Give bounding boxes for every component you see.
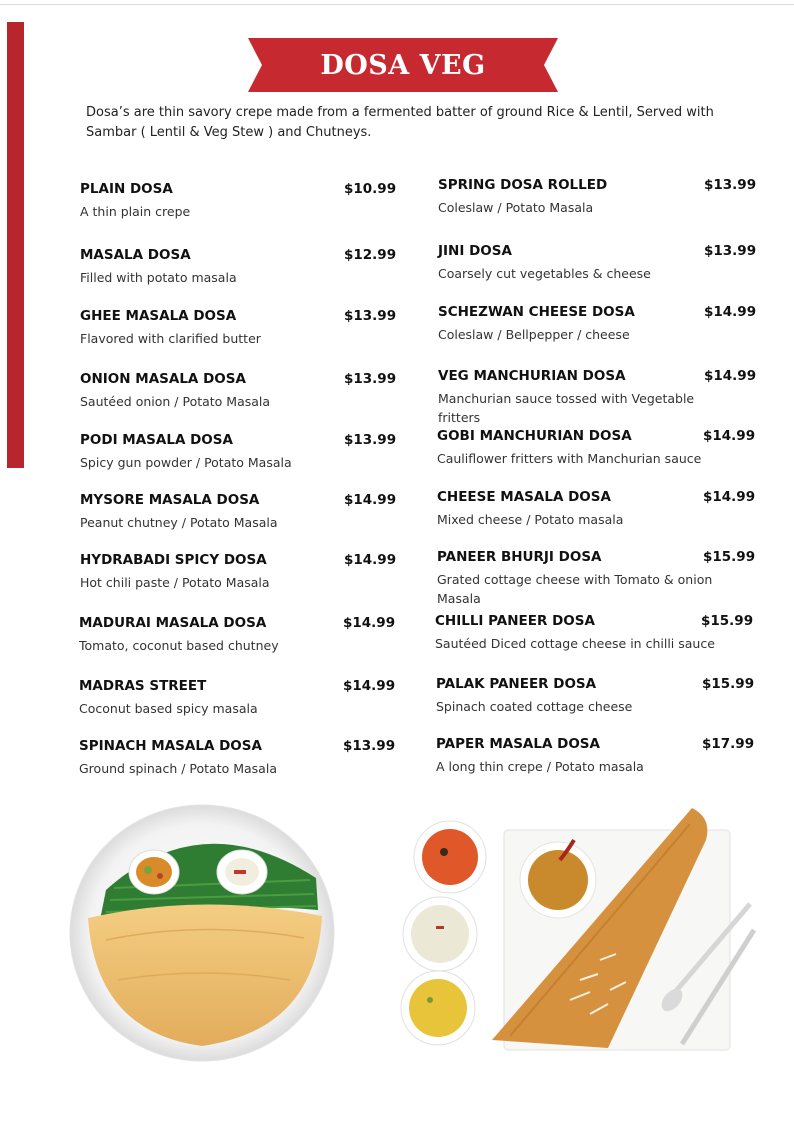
item-name: PANEER BHURJI DOSA bbox=[437, 549, 602, 565]
item-name: MADURAI MASALA DOSA bbox=[79, 615, 267, 631]
item-price: $15.99 bbox=[702, 676, 755, 692]
item-name: PLAIN DOSA bbox=[80, 181, 173, 197]
item-price: $13.99 bbox=[344, 432, 397, 448]
item-name: SPRING DOSA ROLLED bbox=[438, 177, 608, 193]
item-price: $17.99 bbox=[702, 736, 755, 752]
item-description: Peanut chutney / Potato Masala bbox=[80, 515, 278, 530]
item-description: Coconut based spicy masala bbox=[79, 701, 258, 716]
item-price: $14.99 bbox=[343, 678, 396, 694]
item-price: $14.99 bbox=[703, 428, 756, 444]
item-price: $13.99 bbox=[704, 243, 757, 259]
item-name: PAPER MASALA DOSA bbox=[436, 736, 600, 752]
item-description: Mixed cheese / Potato masala bbox=[437, 512, 624, 527]
item-name: MASALA DOSA bbox=[80, 247, 191, 263]
item-price: $15.99 bbox=[701, 613, 754, 629]
item-name: MYSORE MASALA DOSA bbox=[80, 492, 260, 508]
item-name: MADRAS STREET bbox=[79, 678, 207, 694]
item-description: A long thin crepe / Potato masala bbox=[436, 759, 644, 774]
item-description: Spicy gun powder / Potato Masala bbox=[80, 455, 292, 470]
item-description: Grated cottage cheese with Tomato & onion Masala bbox=[437, 572, 713, 606]
item-price: $14.99 bbox=[343, 615, 396, 631]
item-name: VEG MANCHURIAN DOSA bbox=[438, 368, 626, 384]
side-accent-bar bbox=[7, 22, 24, 468]
item-price: $10.99 bbox=[344, 181, 397, 197]
item-name: CHEESE MASALA DOSA bbox=[437, 489, 611, 505]
item-description: Ground spinach / Potato Masala bbox=[79, 761, 277, 776]
item-price: $15.99 bbox=[703, 549, 756, 565]
item-price: $14.99 bbox=[703, 489, 756, 505]
top-divider bbox=[0, 4, 794, 5]
item-description: Coleslaw / Bellpepper / cheese bbox=[438, 327, 630, 342]
item-description: Cauliflower fritters with Manchurian sauce bbox=[437, 451, 702, 466]
item-name: GOBI MANCHURIAN DOSA bbox=[437, 428, 632, 444]
item-name: PODI MASALA DOSA bbox=[80, 432, 233, 448]
item-description: A thin plain crepe bbox=[80, 204, 191, 219]
item-description: Coarsely cut vegetables & cheese bbox=[438, 266, 651, 281]
item-name: HYDRABADI SPICY DOSA bbox=[80, 552, 267, 568]
item-name: GHEE MASALA DOSA bbox=[80, 308, 237, 324]
title-banner bbox=[248, 38, 558, 92]
item-price: $14.99 bbox=[704, 368, 757, 384]
dosa-plate-photo bbox=[66, 800, 338, 1066]
item-description: Sautéed onion / Potato Masala bbox=[80, 394, 271, 409]
dosa-chutneys-photo bbox=[400, 800, 770, 1060]
item-price: $13.99 bbox=[344, 308, 397, 324]
item-price: $12.99 bbox=[344, 247, 397, 263]
item-description: Hot chili paste / Potato Masala bbox=[80, 575, 270, 590]
item-price: $14.99 bbox=[704, 304, 757, 320]
item-name: CHILLI PANEER DOSA bbox=[435, 613, 595, 629]
item-name: SPINACH MASALA DOSA bbox=[79, 738, 262, 754]
item-price: $13.99 bbox=[344, 371, 397, 387]
item-description: Tomato, coconut based chutney bbox=[79, 638, 279, 653]
menu-intro: Dosa’s are thin savory crepe made from a fermented batter of ground Rice & Lentil, Served with Sambar ( Lentil & Veg Stew ) and Chutneys. bbox=[86, 105, 714, 140]
item-name: SCHEZWAN CHEESE DOSA bbox=[438, 304, 635, 320]
item-description: Flavored with clarified butter bbox=[80, 331, 261, 346]
item-name: PALAK PANEER DOSA bbox=[436, 676, 597, 692]
item-description: Filled with potato masala bbox=[80, 270, 237, 285]
item-description: Spinach coated cottage cheese bbox=[436, 699, 633, 714]
item-description: Manchurian sauce tossed with Vegetable fritters bbox=[438, 391, 695, 425]
item-price: $13.99 bbox=[704, 177, 757, 193]
item-description: Sautéed Diced cottage cheese in chilli sauce bbox=[435, 636, 715, 651]
item-price: $14.99 bbox=[344, 492, 397, 508]
item-price: $14.99 bbox=[344, 552, 397, 568]
item-price: $13.99 bbox=[343, 738, 396, 754]
item-name: ONION MASALA DOSA bbox=[80, 371, 246, 387]
item-description: Coleslaw / Potato Masala bbox=[438, 200, 594, 215]
page-title: DOSA VEG bbox=[320, 50, 486, 81]
item-name: JINI DOSA bbox=[438, 243, 512, 259]
